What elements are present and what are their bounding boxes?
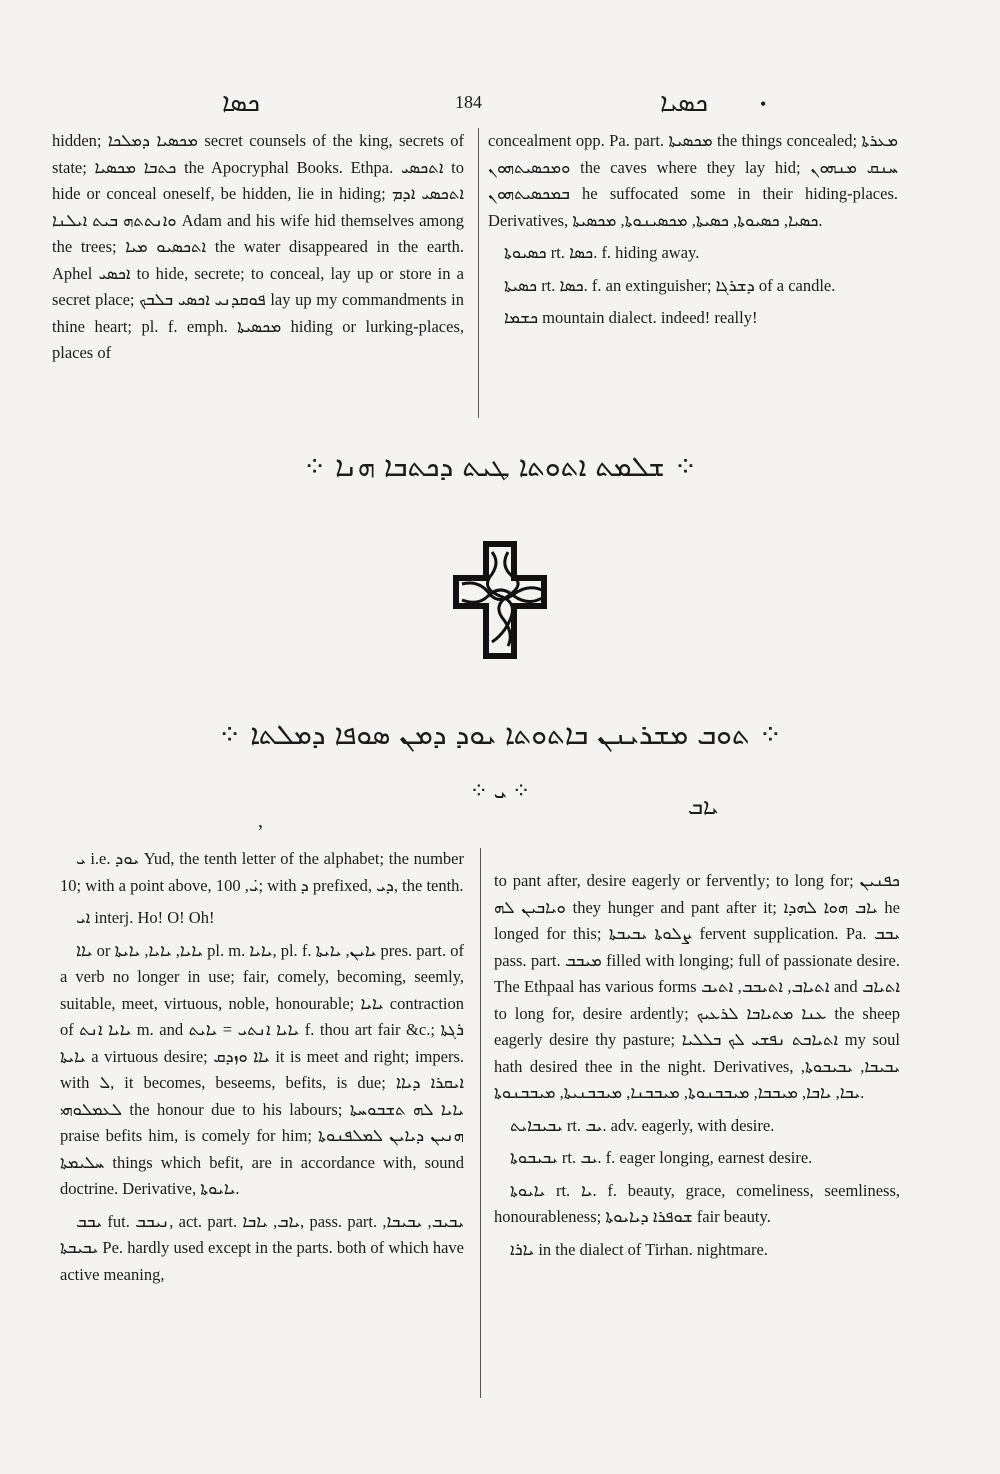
- entry-paragraph: ܐܝ interj. Ho! O! Oh!: [76, 908, 215, 927]
- entry-paragraph: to pant after, desire eagerly or fervently; to long for; ܟܦܢܝܢ ܘܝܐܒܝܢ ܠܗ they hunger and pant after it; ܝܐܒ ܗܘܐ ܠܗܕܐ he longed for this; ܨܠܘܬܐ ܝܒܝܒܬܐ fervent supplication. Pa. ܝܒܒ pass. part. ܡܝܒܒ filled with longing; full of passionate desire. The Ethpaal has various forms ܐܬܝܐܒ, ܐܬܝܒܒ, ܐܬܝܒ and ܐܬܝܐܒ to long for, desire ardently; ܥܢܐ ܡܬܝܐܒܐ ܠܪܥܝܟ the sheep eagerly desire thy pasture; ܐܬܝܐܒܬ ܢܦܫܝ ܠܟ ܒܠܠܝܐ my soul hath desired thee in the night. Derivatives, ܝܒܝܒܐ, ܝܒܝܒܘܬܐ, ܝܒܐ, ܝܐܒܐ, ܡܝܒܒܐ, ܡܝܒܒܢܘܬܐ, ܡܝܒܒܢܐ, ܡܝܒܒܢܝܬܐ, ܡܝܒܒܢܘܬܐ.: [494, 871, 901, 1102]
- section-headword: ܝܐܒ: [688, 795, 719, 820]
- column-divider-bottom: [480, 848, 481, 1398]
- letter-ornament: ⁘ ܝ ⁘: [469, 778, 531, 803]
- entry-paragraph: hidden; ܡܟܣܝܐ ܕܡܠܟܐ secret counsels of the king, secrets of state; ܟܬܒܐ ܡܟܣܝܐ the Apocryphal Books. Ethpa. ܐܬܟܣܝ to hide or conceal oneself, be hidden, lie in hiding; ܐܬܟܣܝ ܐܕܡ ܘܐܢܬܬܗ ܒܝܬ ܐܝܠܢܐ Adam and his wife hid themselves among the trees; ܐܬܟܣܝܘ ܡܝܐ the water disappeared in the earth. Aphel ܐܟܣܝ to hide, secrete; to conceal, lay up or store in a secret place; ܦܘܩܕܢܝ ܐܟܣܝ ܒܠܒܟ lay up my commandments in thine heart; pl. f. emph. ܡܟܣܝܬܐ hiding or lurking-places, places of: [52, 131, 465, 362]
- entry-paragraph: ܟܣܝܘܬܐ rt. ܟܣܐ. f. hiding away.: [504, 243, 700, 262]
- column-left-top: [52, 128, 464, 373]
- entry-paragraph: ܝܒܝܒܘܬܐ rt. ܝܒ. f. eager longing, earnest desire.: [510, 1148, 813, 1167]
- column-divider-top: [478, 128, 479, 418]
- stray-mark: ,: [258, 810, 263, 832]
- section-end-banner: ⁘ ܫܠܡܬ ܐܬܘܬܐ ܛܝܬ ܕܟܬܒܐ ܗܢܐ ⁘: [302, 450, 698, 483]
- column-left-bottom: [60, 846, 464, 1294]
- page-number: 184: [455, 92, 482, 112]
- running-head-left: ܟܣܐ: [222, 88, 261, 118]
- entry-paragraph: ܝܒܒ fut. ܢܝܒܒ, act. part. ܝܐܒ, ܝܐܒܐ, pass. part. ܝܒܝܒ, ܝܒܝܒܐ, ܝܒܝܒܬܐ Pe. hardly used except in the parts. both of which have active meaning,: [60, 1211, 464, 1284]
- entry-paragraph: ܟܣܝܬܐ rt. ܟܣܐ. f. an extinguisher; ܕܫܪܓܐ of a candle.: [504, 275, 836, 295]
- entry-paragraph: ܟܫܡܐ mountain dialect. indeed! really!: [504, 308, 758, 327]
- entry-paragraph: ܝ i.e. ܝܘܕ Yud, the tenth letter of the alphabet; the number 10; with a point above, ܝ̇, 100; with ܕ prefixed, ܕܝ, the tenth.: [60, 849, 464, 895]
- header-dot: •: [760, 94, 767, 114]
- running-head-right: ܟܣܝܐ: [660, 88, 708, 118]
- column-right-top: [488, 128, 898, 338]
- section-start-banner: ⁘ ܬܘܒ ܡܫܪܝܢܢ ܒܐܬܘܬܐ ܝܘܕ ܕܡܢ ܣܘܦܐ ܕܡܠܬܐ ⁘: [217, 718, 783, 751]
- entry-paragraph: ܝܐܝܘܬܐ rt. ܝܐ. f. beauty, grace, comeliness, seemliness, honourableness; ܫܘܦܪܐ ܕܝܐܝܘܬܐ fair beauty.: [494, 1180, 900, 1226]
- column-right-bottom: [494, 868, 900, 1269]
- entry-paragraph: concealment opp. Pa. part. ܡܟܣܝܬܐ the things concealed; ܡܥܪܬܐ ܘܡܟܣܝܬܗܘܢ the caves where they lay hid; ܚܢܩ ܡܢܗܘܢ ܒܡܟܣܝܬܗܘܢ he suffocated some in their hiding-places. Derivatives, ܟܣܝܐ, ܟܣܝܘܬܐ, ܟܣܝܬܐ, ܡܟܣܝܢܘܬܐ, ܡܟܣܝܬܐ.: [488, 131, 899, 230]
- running-header: [0, 88, 1000, 122]
- entry-paragraph: ܝܐܪܐ in the dialect of Tirhan. nightmare.: [510, 1239, 768, 1259]
- cross-ornament-icon: [452, 540, 548, 660]
- entry-paragraph: ܝܐܐ or ܝܐܝܐ, ܝܐܝܐ, ܝܐܝܬܐ pl. m. ܝܐܝܐ, pl. f. ܝܐܝܢ, ܝܐܝܬܐ pres. part. of a verb no longer in use; fair, comely, becoming, seemly, suitable, meet, virtuous, noble, honourable; ܝܐܝܐ contraction of ܝܐܝܐ ܐܢܬ m. and ܝܐܝܐ ܐܢܬܝ = ܝܐܝܬ f. thou art fair &c.; ܪܓܬܐ ܝܐܝܬܐ a virtuous desire; ܝܐܐ ܘܙܕܩ it is meet and right; impers. with ܠ, it becomes, beseems, befits, is due; ܐܝܩܪܐ ܕܝܐܐ ܠܥܡܠܘܗܝ the honour due to his labours; ܝܐܝܐ ܠܗ ܬܫܒܘܚܬܐ praise befits him, is comely for him; ܗܢܝܢ ܕܝܐܝܢ ܠܡܠܦܢܘܬܐ ܚܠܝܡܬܐ things which befit, are in accordance with, sound doctrine. Derivative, ܝܐܝܘܬܐ.: [60, 940, 464, 1198]
- entry-paragraph: ܝܒܝܒܐܝܬ rt. ܝܒ. adv. eagerly, with desire.: [510, 1115, 775, 1135]
